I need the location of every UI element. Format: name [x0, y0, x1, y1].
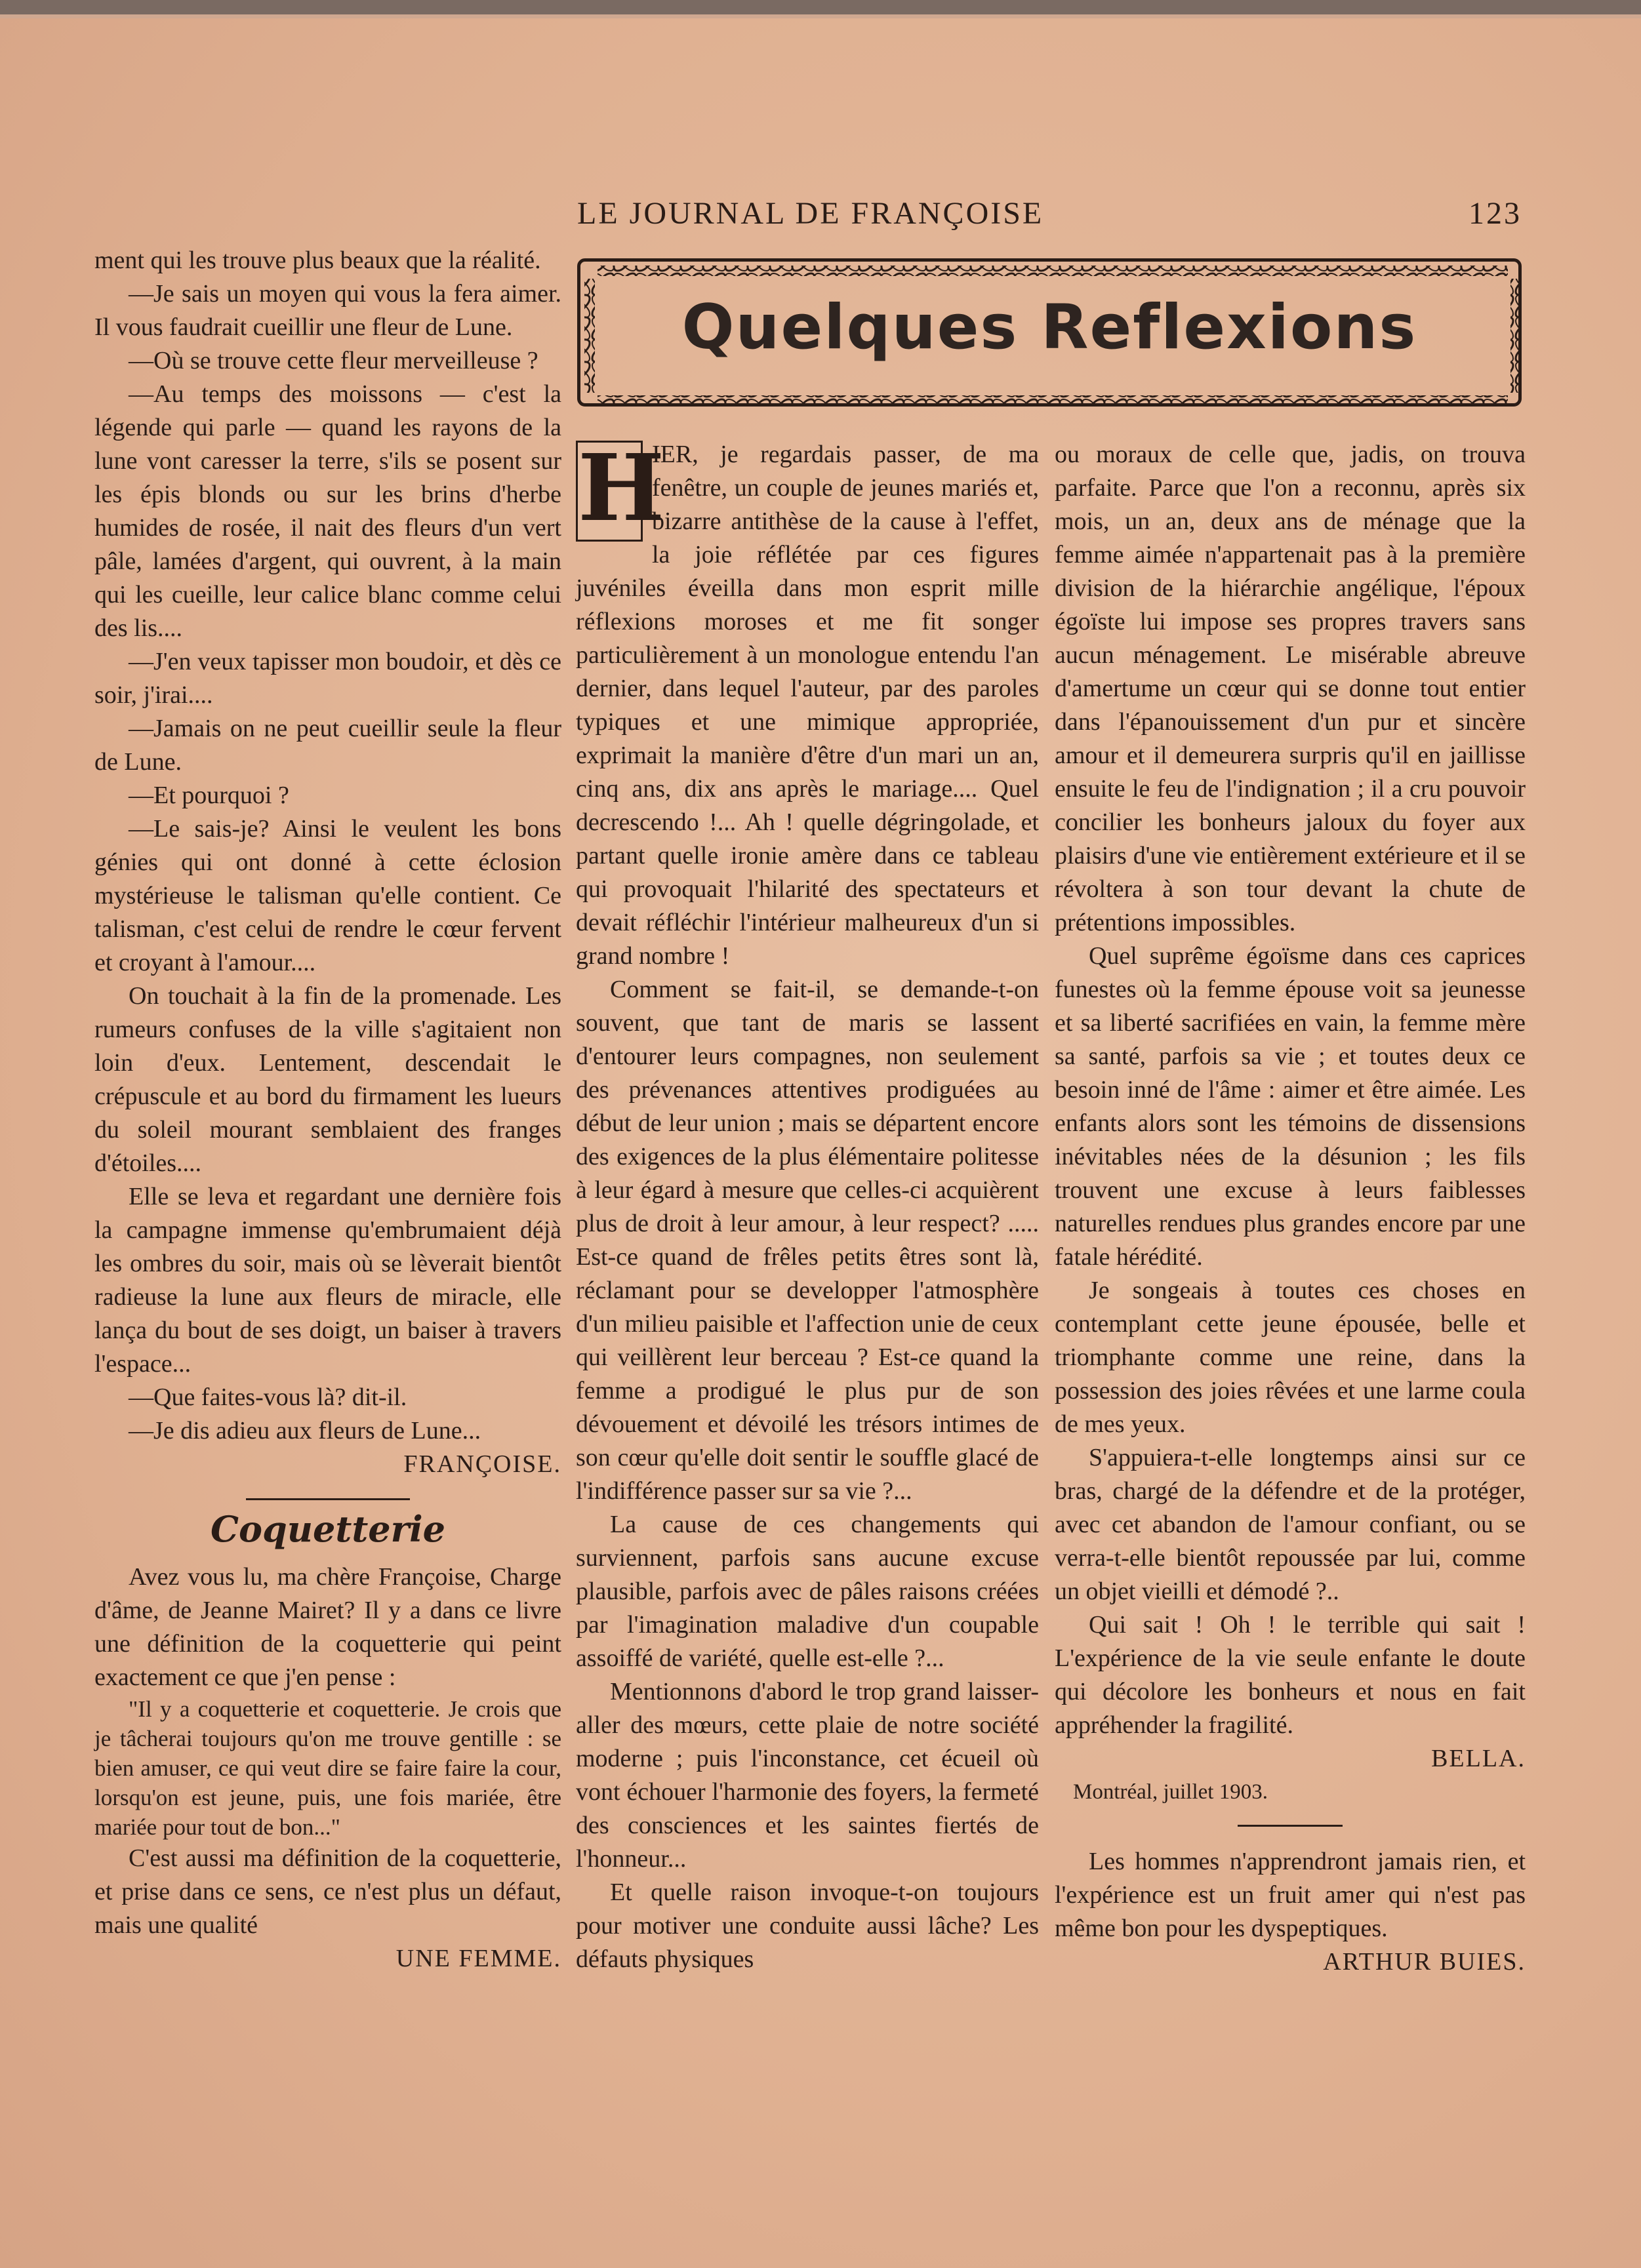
- journal-title: LE JOURNAL DE FRANÇOISE: [577, 196, 1044, 231]
- paragraph: —Au temps des moissons — c'est la légende qui parle — quand les rayons de la lune vont caresser la terre, s'ils se posent sur les épis blonds ou sur les brins d'herbe humides de rosée, il nait des fleurs d'un vert pâle, lamées d'argent, qui ouvrent, à la main qui les cueille, leur calice blanc comme celui des lis....: [94, 380, 561, 642]
- opening-text: IER, je regardais passer, de ma fenêtre, un couple de jeunes mariés et, bizarre antithèse de la cause à l'effet, la joie réflétée par ces figures juvéniles éveilla dans mon esprit mille réflexions moroses et me fit songer particulièrement à un monologue entendu l'an dernier, dans lequel l'auteur, par des paroles typiques et une mimique appropriée, exprimait la manière d'être d'un mari un an, cinq ans, dix ans après le mariage.... Quel decrescendo !... Ah ! quelle dégringolade, et partant quelle ironie amère dans ce tableau qui provoquait l'hilarité des spectateurs et devait réfléchir l'intérieur malheureux d'un si grand nombre !: [576, 441, 1039, 970]
- paragraph: —Je sais un moyen qui vous la fera aimer. Il vous faudrait cueillir une fleur de Lune.: [94, 280, 561, 341]
- drop-cap: H: [576, 441, 643, 542]
- paragraph: C'est aussi ma définition de la coquetterie, et prise dans ce sens, ce n'est plus un défaut, mais une qualité: [94, 1844, 561, 1939]
- signature-une-femme: UNE FEMME.: [395, 1945, 561, 1972]
- running-header: [577, 195, 1522, 235]
- paragraph: On touchait à la fin de la promenade. Les rumeurs confuses de la ville s'agitaient non loin d'eux. Lentement, descendait le crépuscule et au bord du firmament les lueurs du soleil mourant semblaient des franges d'étoiles....: [94, 982, 561, 1177]
- paragraph: —Jamais on ne peut cueillir seule la fleur de Lune.: [94, 715, 561, 776]
- paragraph: ment qui les trouve plus beaux que la réalité.: [94, 247, 541, 274]
- paragraph: Avez vous lu, ma chère Françoise, Charge d'âme, de Jeanne Mairet? Il y a dans ce livre une définition de la coquetterie qui peint exactement ce que j'en pense :: [94, 1563, 561, 1691]
- page-top-edge: [0, 0, 1641, 14]
- paragraph: —Et pourquoi ?: [129, 782, 289, 809]
- signature-arthur-buies: ARTHUR BUIES.: [1323, 1948, 1526, 1976]
- paragraph: La cause de ces changements qui surviennent, parfois sans aucune excuse plausible, parfois avec de pâles raisons créées par l'imagination maladive d'un coupable assoiffé de variété, quelle est-elle ?...: [576, 1511, 1039, 1672]
- paragraph: Et quelle raison invoque-t-on toujours pour motiver une conduite aussi lâche? Les défauts physiques: [576, 1879, 1039, 1973]
- article-title: Quelques Reflexions: [681, 292, 1417, 363]
- opening-paragraph: [576, 435, 1039, 973]
- quotation: "Il y a coquetterie et coquetterie. Je crois que je tâcherai toujours qu'on me trouve gentille : se bien amuser, ce qui veut dire se faire faire la cour, lorsqu'on est jeune, puis, une fois mariée, être mariée pour tout de bon...": [94, 1696, 561, 1840]
- maxim-paragraph: Les hommes n'apprendront jamais rien, et l'expérience est un fruit amer qui n'est pas même bon pour les dyspeptiques.: [1055, 1848, 1526, 1942]
- paragraph: Comment se fait-il, se demande-t-on souvent, que tant de maris se lassent d'entourer leurs compagnes, non seulement des prévenances attentives prodiguées au début de leur union ; mais se départent encore des exigences de la plus élémentaire politesse à leur égard à mesure que celles-ci acquièrent plus de droit à leur amour, à leur respect? ..... Est-ce quand de frêles petits êtres sont là, réclamant pour se developper l'atmosphère d'un milieu paisible et l'affection unie de ceux qui veillèrent leur berceau ? Est-ce quand la femme a prodigué le plus pur de son dévouement et dévoilé les trésors intimes de son cœur qu'elle doit sentir le souffle glacé de l'indifférence passer sur sa vie ?...: [576, 976, 1039, 1505]
- page-number: 123: [1469, 196, 1522, 231]
- paragraph: Elle se leva et regardant une dernière fois la campagne immense qu'embrumaient déjà les ombres du soir, mais où se lèverait bientôt radieuse la lune aux fleurs de miracle, elle lança du bout de ses doigt, un baiser à travers l'espace...: [94, 1183, 561, 1378]
- column-left: [94, 244, 561, 1976]
- signature-bella: BELLA.: [1431, 1745, 1526, 1772]
- paragraph: Mentionnons d'abord le trop grand laisser-aller des mœurs, cette plaie de notre société moderne ; puis l'inconstance, cet écueil où vont échouer l'harmonie des foyers, la fermeté des consciences et les saintes fiertés de l'honneur...: [576, 1678, 1039, 1873]
- paragraph: S'appuiera-t-elle longtemps ainsi sur ce bras, chargé de la défendre et de la protéger, avec cet abandon de l'amour confiant, ou se verra-t-elle bientôt repoussée par lui, comme un objet vieilli et démodé ?..: [1055, 1444, 1526, 1605]
- column-middle: [576, 435, 1039, 1976]
- column-right: [1055, 438, 1526, 1979]
- paragraph: —Que faites-vous là? dit-il.: [129, 1383, 407, 1411]
- paragraph: —Le sais-je? Ainsi le veulent les bons génies qui ont donné à cette éclosion mystérieuse le talisman qu'elle contient. Ce talisman, c'est celui de rendre le cœur fervent et croyant à l'amour....: [94, 815, 561, 976]
- coquetterie-heading: Coquetterie: [211, 1508, 445, 1550]
- place-date: Montréal, juillet 1903.: [1073, 1780, 1268, 1804]
- section-divider: [246, 1498, 410, 1500]
- paragraph: ou moraux de celle que, jadis, on trouva parfaite. Parce que l'on a reconnu, après six mois, un an, deux ans de ménage que la femme aimée n'appartenait pas à la première division de la hiérarchie angélique, l'époux égoïste lui impose ses propres travers sans aucun ménagement. Le misérable abreuve d'amertume un cœur qui se donne tout entier dans l'épanouissement d'un pur et sincère amour et il demeurera surpris qu'il en jaillisse ensuite le feu de l'indignation ; il a cru pouvoir concilier les bonheurs jaloux du foyer aux plaisirs d'une vie entièrement extérieure et il se révoltera à son tour devant la chute de prétentions impossibles.: [1055, 441, 1526, 936]
- paragraph: —Je dis adieu aux fleurs de Lune...: [129, 1417, 481, 1444]
- paragraph: —J'en veux tapisser mon boudoir, et dès ce soir, j'irai....: [94, 648, 561, 709]
- article-banner: [577, 258, 1522, 407]
- paragraph: Je songeais à toutes ces choses en contemplant cette jeune épousée, belle et triomphante comme une reine, dans la possession des joies rêvées et une larme coula de mes yeux.: [1055, 1277, 1526, 1438]
- paragraph: Quel suprême égoïsme dans ces caprices funestes où la femme épouse voit sa jeunesse et sa liberté sacrifiées en vain, la femme mère sa santé, parfois sa vie ; et toutes deux ce besoin inné de l'âme : aimer et être aimée. Les enfants alors sont les témoins de dissensions inévitables nées de la désunion ; les fils trouvent une excuse à leurs faiblesses naturelles rendues plus grandes encore par une fatale hérédité.: [1055, 942, 1526, 1271]
- signature-francoise: FRANÇOISE.: [403, 1450, 561, 1478]
- paragraph: —Où se trouve cette fleur merveilleuse ?: [129, 347, 538, 374]
- ornament-divider: [1238, 1825, 1343, 1827]
- page-top-edge-shadow: [0, 14, 1641, 18]
- paragraph: Qui sait ! Oh ! le terrible qui sait ! L'expérience de la vie seule enfante le doute qui décolore les bonheurs et nous en fait appréhender la fragilité.: [1055, 1611, 1526, 1739]
